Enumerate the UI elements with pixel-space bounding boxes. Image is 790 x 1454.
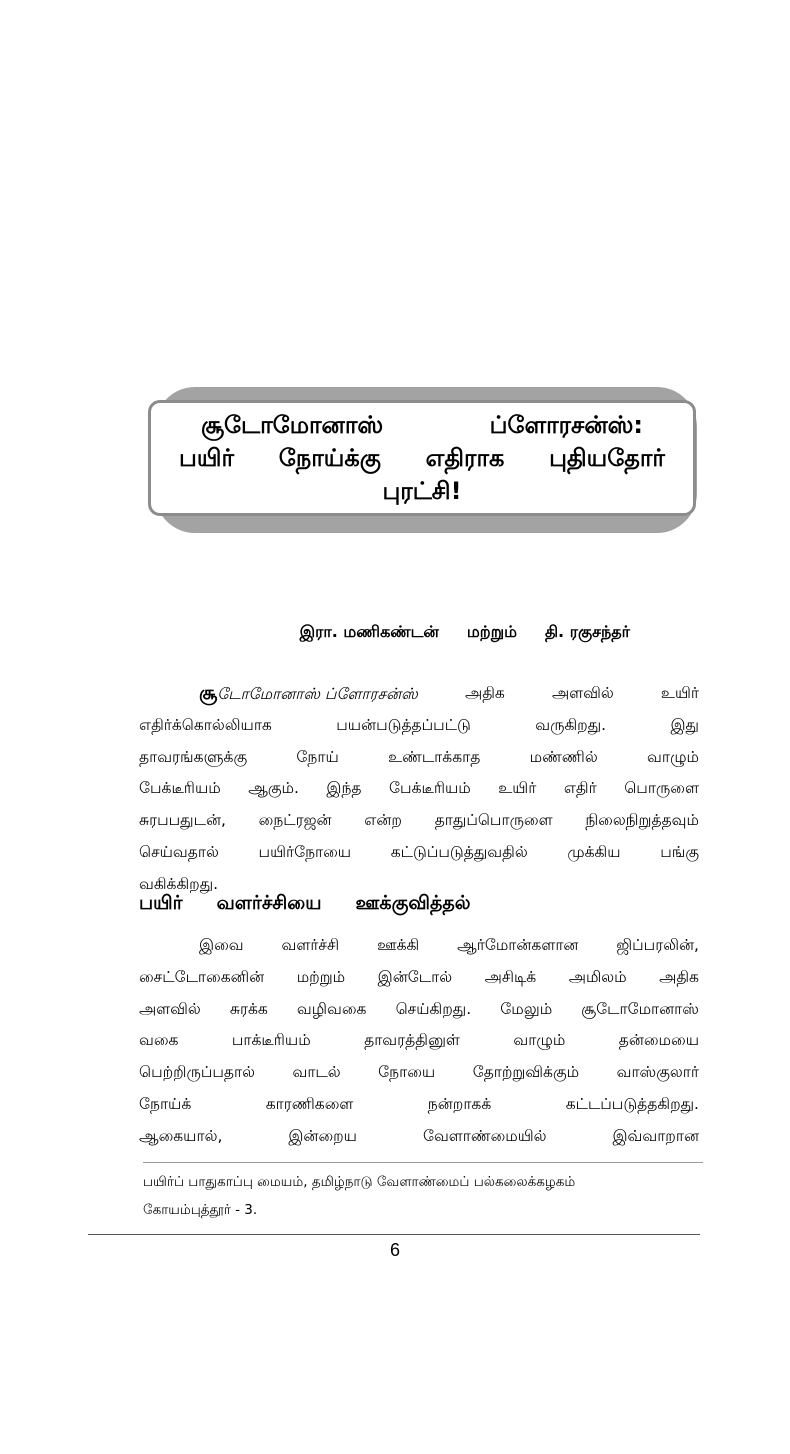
word: ஆர்மோன்களான (457, 936, 579, 954)
word: சுரக்க (229, 999, 268, 1018)
word: சுரபபதுடன், (139, 811, 226, 830)
word: தோற்றுவிக்கும் (472, 1063, 580, 1082)
word: ஊக்கி (377, 936, 420, 954)
word: நோய்க் (139, 1094, 192, 1113)
word: நோய் (296, 747, 339, 766)
paragraph-line (139, 1057, 699, 1089)
title-word: ப்ளோரசன்ஸ்: (489, 411, 643, 439)
word: சூடோமோனாஸ் (581, 999, 699, 1018)
word: வழிவகை (296, 999, 367, 1018)
word: இந்த (326, 779, 362, 798)
word: நோயை (378, 1063, 436, 1082)
paragraph-line (139, 837, 699, 869)
word: வருகிறது. (535, 715, 607, 734)
word: வகிக்கிறது. (139, 874, 219, 893)
word: இன்டோல் (377, 967, 453, 986)
word: தன்மையை (618, 1031, 699, 1050)
heading-word: பயிர் (139, 892, 183, 914)
word: வளர்ச்சி (281, 936, 340, 954)
paragraph-line (139, 1089, 699, 1121)
author-line (160, 622, 630, 643)
paragraph-line (139, 678, 699, 710)
word: தாதுப்பொருளை (434, 811, 553, 830)
section-heading (139, 892, 471, 917)
word: என்ற (364, 811, 402, 830)
paragraph-2 (139, 930, 699, 1153)
word: வாடல் (292, 1063, 341, 1082)
word: அதிக (659, 967, 699, 986)
drop-initial: சூ (199, 682, 218, 704)
word: மேலும் (500, 999, 553, 1018)
title-word: புதியதோர் (549, 444, 665, 472)
author-first: இரா. மணிகண்டன் (299, 622, 439, 641)
word: நைட்ரஜன் (258, 811, 332, 830)
word: ஆகும். (248, 779, 299, 798)
footnote-affiliation: பயிர்ப் பாதுகாப்பு மையம், தமிழ்நாடு வேளாண்மைப் பல்கலைக்கழகம் (143, 1174, 576, 1190)
word: நிலைநிறுத்தவும் (585, 811, 699, 830)
title-line-3: புரட்சி! (382, 477, 462, 505)
word: பெற்றிருப்பதால் (139, 1063, 255, 1082)
word: உண்டாக்காத (388, 747, 481, 766)
word: பேக்டீரியம் (389, 779, 471, 798)
word: அதிக (464, 684, 505, 702)
word: செய்கிறது. (395, 999, 472, 1018)
page-number: 6 (389, 1240, 400, 1260)
word: வாஸ்குலார் (616, 1063, 699, 1082)
word: இது (670, 715, 699, 734)
word: காரணிகளை (265, 1094, 354, 1113)
paragraph-1 (139, 678, 699, 901)
word: எதிர்க்கொல்லியாக (139, 715, 272, 734)
title-word: பயிர் (179, 444, 235, 472)
word: வாழும் (513, 1031, 566, 1050)
word: நன்றாகக் (427, 1094, 492, 1113)
word: அளவில் (552, 684, 614, 702)
footnote-divider (143, 1162, 703, 1163)
page-footer-divider (88, 1234, 700, 1235)
word: பாக்டீரியம் (231, 1031, 311, 1050)
word: டோமோனாஸ் ப்ளோரசன்ஸ் (217, 685, 418, 703)
author-second: தி. ரகுசந்தர் (544, 622, 630, 641)
word: இன்றைய (288, 1126, 357, 1145)
word: பேக்டீரியம் (139, 779, 221, 798)
word: அளவில் (139, 999, 201, 1018)
word: பயன்படுத்தப்பட்டு (336, 715, 471, 734)
word: சைட்டோகைனின் (139, 967, 265, 986)
heading-word: ஊக்குவித்தல் (355, 892, 471, 914)
word: அசிடிக் (484, 967, 537, 986)
word: ஆகையால், (139, 1126, 223, 1145)
author-conjunction: மற்றும் (466, 622, 517, 641)
paragraph-line (139, 930, 699, 962)
paragraph-line (139, 962, 699, 994)
title-box (148, 400, 696, 516)
word: மற்றும் (296, 967, 346, 986)
word: பங்கு (660, 842, 699, 861)
word: செய்வதால் (139, 842, 219, 861)
footnote (143, 1168, 703, 1224)
word: முக்கிய (567, 842, 621, 861)
paragraph-line (139, 742, 699, 774)
title-word: எதிராக (425, 444, 505, 472)
heading-word: வளர்ச்சியை (216, 892, 322, 914)
paragraph-line (139, 805, 699, 837)
word: இவை (199, 936, 244, 954)
paragraph-line (139, 1121, 699, 1153)
word: அமிலம் (568, 967, 627, 986)
word: எதிர் (563, 779, 597, 798)
word: கட்டப்படுத்தகிறது. (565, 1094, 699, 1113)
title-line-2 (151, 442, 693, 475)
word: இவ்வாறான (612, 1126, 699, 1145)
word: வகை (139, 1031, 179, 1050)
word: பயிர்நோயை (258, 842, 352, 861)
word: உயிர் (660, 684, 699, 702)
paragraph-line (139, 710, 699, 742)
title-word: சூடோமோனாஸ் (201, 411, 384, 439)
word: வாழும் (647, 747, 699, 766)
word: கட்டுப்படுத்துவதில் (390, 842, 528, 861)
word: பொருளை (624, 779, 699, 798)
word: தாவரத்தினுள் (364, 1031, 460, 1050)
word: உயிர் (498, 779, 537, 798)
title-line-1 (151, 409, 693, 442)
footnote-location: கோயம்புத்தூர் - 3. (143, 1202, 258, 1218)
word: வேளாண்மையில் (422, 1126, 547, 1145)
paragraph-line (139, 773, 699, 805)
word: மண்ணில் (529, 747, 598, 766)
word: தாவரங்களுக்கு (139, 747, 248, 766)
paragraph-line (139, 1025, 699, 1057)
word: ஜிப்பரலின், (616, 936, 699, 954)
paragraph-line (139, 994, 699, 1026)
title-word: நோய்க்கு (278, 444, 381, 472)
